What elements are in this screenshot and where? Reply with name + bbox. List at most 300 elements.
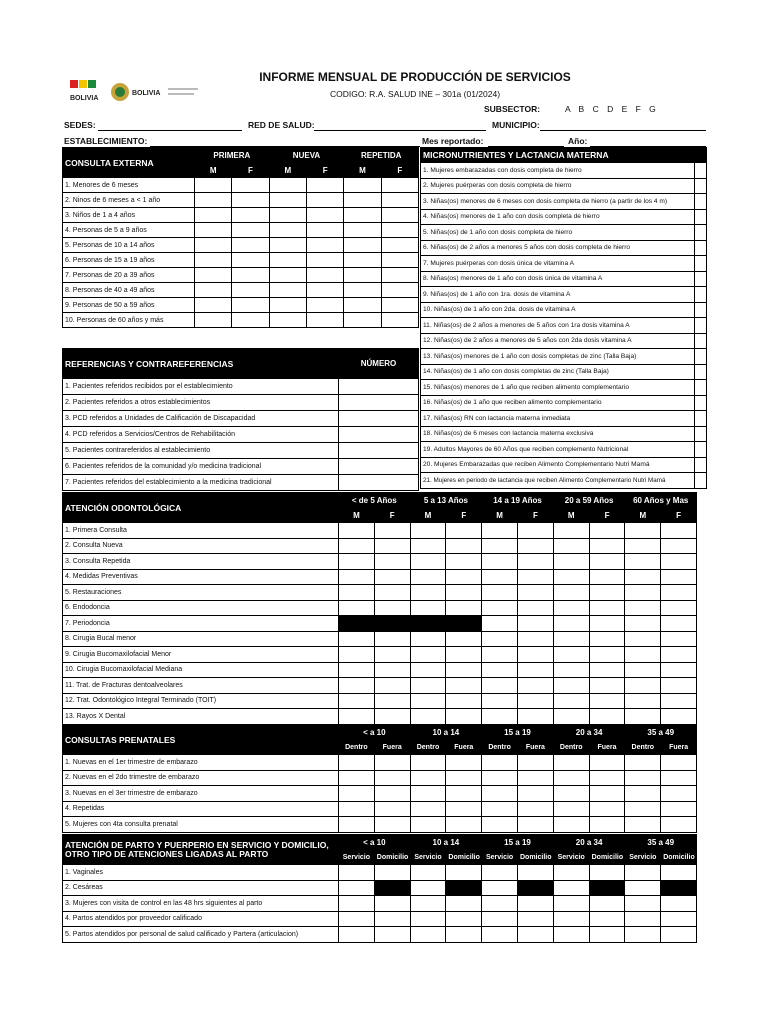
data-cell[interactable]	[232, 313, 269, 328]
data-cell[interactable]	[381, 178, 418, 193]
data-cell[interactable]	[410, 911, 446, 927]
data-cell[interactable]	[446, 817, 482, 833]
data-cell[interactable]	[482, 647, 518, 663]
data-cell[interactable]	[374, 662, 410, 678]
data-cell[interactable]	[195, 298, 232, 313]
data-cell[interactable]	[482, 538, 518, 554]
data-cell[interactable]	[339, 443, 419, 459]
data-cell[interactable]	[518, 678, 554, 694]
data-cell[interactable]	[344, 238, 381, 253]
data-cell[interactable]	[589, 600, 625, 616]
data-cell[interactable]	[625, 554, 661, 570]
data-cell[interactable]	[339, 647, 375, 663]
data-cell[interactable]	[625, 880, 661, 896]
data-cell[interactable]	[589, 786, 625, 802]
data-cell[interactable]	[625, 865, 661, 881]
data-cell[interactable]	[518, 817, 554, 833]
data-cell[interactable]	[589, 662, 625, 678]
data-cell[interactable]	[553, 631, 589, 647]
data-cell[interactable]	[661, 911, 697, 927]
data-cell[interactable]	[339, 770, 375, 786]
data-cell[interactable]	[661, 770, 697, 786]
data-cell[interactable]	[661, 585, 697, 601]
data-cell[interactable]	[625, 709, 661, 725]
data-cell[interactable]	[553, 770, 589, 786]
data-cell[interactable]	[446, 554, 482, 570]
data-cell[interactable]	[307, 238, 344, 253]
data-cell[interactable]	[589, 585, 625, 601]
data-cell[interactable]	[589, 693, 625, 709]
data-cell[interactable]	[381, 313, 418, 328]
data-cell[interactable]	[518, 865, 554, 881]
data-cell[interactable]	[589, 554, 625, 570]
data-cell[interactable]	[482, 554, 518, 570]
data-cell[interactable]	[589, 569, 625, 585]
data-cell[interactable]	[589, 631, 625, 647]
data-cell[interactable]	[410, 631, 446, 647]
data-cell[interactable]	[339, 801, 375, 817]
data-cell[interactable]	[381, 298, 418, 313]
data-cell[interactable]	[195, 238, 232, 253]
data-cell[interactable]	[625, 523, 661, 539]
data-cell[interactable]	[625, 647, 661, 663]
data-cell[interactable]	[307, 208, 344, 223]
data-cell[interactable]	[518, 554, 554, 570]
data-cell[interactable]	[661, 647, 697, 663]
data-cell[interactable]	[339, 896, 375, 912]
data-cell[interactable]	[232, 208, 269, 223]
data-cell[interactable]	[232, 223, 269, 238]
data-cell[interactable]	[339, 880, 375, 896]
data-cell[interactable]	[661, 678, 697, 694]
data-cell[interactable]	[661, 709, 697, 725]
data-cell[interactable]	[482, 569, 518, 585]
data-cell[interactable]	[589, 523, 625, 539]
data-cell[interactable]	[410, 896, 446, 912]
data-cell[interactable]	[374, 896, 410, 912]
data-cell[interactable]	[446, 693, 482, 709]
data-cell[interactable]	[232, 268, 269, 283]
data-cell[interactable]	[518, 927, 554, 943]
data-cell[interactable]	[339, 538, 375, 554]
data-cell[interactable]	[446, 523, 482, 539]
data-cell[interactable]	[518, 523, 554, 539]
data-cell[interactable]	[269, 253, 306, 268]
data-cell[interactable]	[482, 631, 518, 647]
data-cell[interactable]	[344, 223, 381, 238]
data-cell[interactable]	[482, 678, 518, 694]
data-cell[interactable]	[625, 585, 661, 601]
data-cell[interactable]	[482, 786, 518, 802]
data-cell[interactable]	[553, 538, 589, 554]
data-cell[interactable]	[339, 395, 419, 411]
data-cell[interactable]	[232, 193, 269, 208]
data-cell[interactable]	[232, 178, 269, 193]
data-cell[interactable]	[410, 770, 446, 786]
data-cell[interactable]	[553, 927, 589, 943]
data-cell[interactable]	[307, 268, 344, 283]
data-cell[interactable]	[695, 349, 707, 365]
data-cell[interactable]	[661, 896, 697, 912]
data-cell[interactable]	[381, 208, 418, 223]
data-cell[interactable]	[344, 208, 381, 223]
data-cell[interactable]	[695, 364, 707, 380]
data-cell[interactable]	[446, 647, 482, 663]
data-cell[interactable]	[446, 801, 482, 817]
data-cell[interactable]	[625, 538, 661, 554]
data-cell[interactable]	[374, 865, 410, 881]
data-cell[interactable]	[625, 755, 661, 771]
data-cell[interactable]	[661, 801, 697, 817]
data-cell[interactable]	[589, 678, 625, 694]
data-cell[interactable]	[446, 569, 482, 585]
data-cell[interactable]	[339, 786, 375, 802]
data-cell[interactable]	[381, 223, 418, 238]
data-cell[interactable]	[195, 268, 232, 283]
data-cell[interactable]	[695, 333, 707, 349]
data-cell[interactable]	[339, 585, 375, 601]
data-cell[interactable]	[625, 786, 661, 802]
data-cell[interactable]	[589, 817, 625, 833]
data-cell[interactable]	[518, 896, 554, 912]
data-cell[interactable]	[518, 631, 554, 647]
data-cell[interactable]	[695, 302, 707, 318]
data-cell[interactable]	[589, 616, 625, 632]
data-cell[interactable]	[589, 538, 625, 554]
data-cell[interactable]	[374, 600, 410, 616]
data-cell[interactable]	[661, 927, 697, 943]
data-cell[interactable]	[482, 585, 518, 601]
data-cell[interactable]	[589, 865, 625, 881]
data-cell[interactable]	[446, 770, 482, 786]
data-cell[interactable]	[269, 193, 306, 208]
data-cell[interactable]	[518, 709, 554, 725]
data-cell[interactable]	[589, 770, 625, 786]
data-cell[interactable]	[482, 817, 518, 833]
data-cell[interactable]	[553, 523, 589, 539]
data-cell[interactable]	[446, 896, 482, 912]
data-cell[interactable]	[695, 178, 707, 194]
data-cell[interactable]	[195, 178, 232, 193]
data-cell[interactable]	[625, 662, 661, 678]
data-cell[interactable]	[589, 647, 625, 663]
data-cell[interactable]	[446, 600, 482, 616]
data-cell[interactable]	[269, 283, 306, 298]
data-cell[interactable]	[625, 911, 661, 927]
data-cell[interactable]	[589, 755, 625, 771]
data-cell[interactable]	[625, 801, 661, 817]
data-cell[interactable]	[339, 709, 375, 725]
data-cell[interactable]	[410, 693, 446, 709]
data-cell[interactable]	[307, 193, 344, 208]
data-cell[interactable]	[195, 193, 232, 208]
data-cell[interactable]	[518, 585, 554, 601]
data-cell[interactable]	[410, 786, 446, 802]
data-cell[interactable]	[695, 318, 707, 334]
data-cell[interactable]	[410, 927, 446, 943]
data-cell[interactable]	[661, 616, 697, 632]
data-cell[interactable]	[344, 283, 381, 298]
data-cell[interactable]	[339, 693, 375, 709]
data-cell[interactable]	[518, 911, 554, 927]
data-cell[interactable]	[625, 678, 661, 694]
data-cell[interactable]	[307, 178, 344, 193]
data-cell[interactable]	[195, 313, 232, 328]
data-cell[interactable]	[695, 411, 707, 427]
data-cell[interactable]	[232, 238, 269, 253]
data-cell[interactable]	[553, 786, 589, 802]
data-cell[interactable]	[518, 616, 554, 632]
data-cell[interactable]	[446, 631, 482, 647]
data-cell[interactable]	[625, 927, 661, 943]
data-cell[interactable]	[482, 755, 518, 771]
data-cell[interactable]	[661, 693, 697, 709]
data-cell[interactable]	[661, 662, 697, 678]
data-cell[interactable]	[553, 880, 589, 896]
data-cell[interactable]	[553, 600, 589, 616]
data-cell[interactable]	[410, 817, 446, 833]
data-cell[interactable]	[661, 538, 697, 554]
data-cell[interactable]	[695, 209, 707, 225]
data-cell[interactable]	[518, 569, 554, 585]
data-cell[interactable]	[374, 678, 410, 694]
data-cell[interactable]	[553, 865, 589, 881]
data-cell[interactable]	[307, 283, 344, 298]
data-cell[interactable]	[232, 298, 269, 313]
data-cell[interactable]	[446, 911, 482, 927]
data-cell[interactable]	[410, 600, 446, 616]
data-cell[interactable]	[625, 693, 661, 709]
data-cell[interactable]	[195, 223, 232, 238]
data-cell[interactable]	[518, 693, 554, 709]
data-cell[interactable]	[195, 208, 232, 223]
data-cell[interactable]	[589, 896, 625, 912]
data-cell[interactable]	[374, 554, 410, 570]
data-cell[interactable]	[269, 313, 306, 328]
data-cell[interactable]	[374, 755, 410, 771]
data-cell[interactable]	[518, 600, 554, 616]
data-cell[interactable]	[269, 178, 306, 193]
data-cell[interactable]	[589, 709, 625, 725]
data-cell[interactable]	[344, 313, 381, 328]
data-cell[interactable]	[518, 770, 554, 786]
data-cell[interactable]	[339, 379, 419, 395]
data-cell[interactable]	[661, 865, 697, 881]
data-cell[interactable]	[344, 298, 381, 313]
data-cell[interactable]	[381, 238, 418, 253]
data-cell[interactable]	[410, 523, 446, 539]
data-cell[interactable]	[482, 927, 518, 943]
data-cell[interactable]	[374, 709, 410, 725]
data-cell[interactable]	[553, 801, 589, 817]
data-cell[interactable]	[307, 298, 344, 313]
data-cell[interactable]	[307, 313, 344, 328]
data-cell[interactable]	[482, 770, 518, 786]
data-cell[interactable]	[232, 253, 269, 268]
data-cell[interactable]	[518, 662, 554, 678]
data-cell[interactable]	[269, 268, 306, 283]
data-cell[interactable]	[446, 755, 482, 771]
data-cell[interactable]	[482, 896, 518, 912]
data-cell[interactable]	[482, 616, 518, 632]
data-cell[interactable]	[374, 927, 410, 943]
data-cell[interactable]	[553, 693, 589, 709]
data-cell[interactable]	[339, 911, 375, 927]
data-cell[interactable]	[518, 786, 554, 802]
subsector-options[interactable]: A B C D E F G	[565, 104, 659, 114]
municipio-field[interactable]	[540, 130, 706, 131]
data-cell[interactable]	[339, 554, 375, 570]
data-cell[interactable]	[339, 411, 419, 427]
data-cell[interactable]	[410, 569, 446, 585]
data-cell[interactable]	[410, 755, 446, 771]
data-cell[interactable]	[232, 283, 269, 298]
data-cell[interactable]	[661, 786, 697, 802]
data-cell[interactable]	[553, 817, 589, 833]
data-cell[interactable]	[269, 208, 306, 223]
data-cell[interactable]	[695, 473, 707, 489]
data-cell[interactable]	[625, 770, 661, 786]
data-cell[interactable]	[695, 225, 707, 241]
data-cell[interactable]	[344, 193, 381, 208]
data-cell[interactable]	[339, 569, 375, 585]
data-cell[interactable]	[661, 817, 697, 833]
data-cell[interactable]	[195, 283, 232, 298]
data-cell[interactable]	[695, 457, 707, 473]
data-cell[interactable]	[410, 538, 446, 554]
data-cell[interactable]	[695, 395, 707, 411]
data-cell[interactable]	[553, 896, 589, 912]
data-cell[interactable]	[553, 911, 589, 927]
data-cell[interactable]	[374, 585, 410, 601]
data-cell[interactable]	[446, 709, 482, 725]
data-cell[interactable]	[374, 569, 410, 585]
data-cell[interactable]	[553, 569, 589, 585]
data-cell[interactable]	[374, 631, 410, 647]
data-cell[interactable]	[589, 927, 625, 943]
data-cell[interactable]	[410, 554, 446, 570]
data-cell[interactable]	[374, 911, 410, 927]
data-cell[interactable]	[339, 755, 375, 771]
data-cell[interactable]	[374, 770, 410, 786]
data-cell[interactable]	[374, 801, 410, 817]
data-cell[interactable]	[339, 631, 375, 647]
data-cell[interactable]	[344, 268, 381, 283]
data-cell[interactable]	[410, 678, 446, 694]
data-cell[interactable]	[695, 380, 707, 396]
data-cell[interactable]	[410, 647, 446, 663]
data-cell[interactable]	[482, 600, 518, 616]
data-cell[interactable]	[339, 459, 419, 475]
data-cell[interactable]	[482, 662, 518, 678]
data-cell[interactable]	[410, 662, 446, 678]
data-cell[interactable]	[695, 287, 707, 303]
data-cell[interactable]	[661, 600, 697, 616]
data-cell[interactable]	[374, 693, 410, 709]
data-cell[interactable]	[381, 193, 418, 208]
data-cell[interactable]	[307, 223, 344, 238]
data-cell[interactable]	[446, 585, 482, 601]
data-cell[interactable]	[553, 554, 589, 570]
data-cell[interactable]	[344, 253, 381, 268]
data-cell[interactable]	[589, 801, 625, 817]
data-cell[interactable]	[446, 538, 482, 554]
data-cell[interactable]	[374, 817, 410, 833]
data-cell[interactable]	[446, 865, 482, 881]
data-cell[interactable]	[195, 253, 232, 268]
data-cell[interactable]	[553, 662, 589, 678]
data-cell[interactable]	[661, 554, 697, 570]
data-cell[interactable]	[344, 178, 381, 193]
data-cell[interactable]	[339, 475, 419, 491]
data-cell[interactable]	[695, 240, 707, 256]
data-cell[interactable]	[339, 427, 419, 443]
data-cell[interactable]	[374, 538, 410, 554]
data-cell[interactable]	[482, 523, 518, 539]
data-cell[interactable]	[482, 709, 518, 725]
data-cell[interactable]	[625, 817, 661, 833]
data-cell[interactable]	[695, 426, 707, 442]
data-cell[interactable]	[374, 523, 410, 539]
data-cell[interactable]	[482, 693, 518, 709]
data-cell[interactable]	[374, 647, 410, 663]
data-cell[interactable]	[553, 678, 589, 694]
data-cell[interactable]	[482, 865, 518, 881]
data-cell[interactable]	[695, 271, 707, 287]
data-cell[interactable]	[446, 662, 482, 678]
data-cell[interactable]	[482, 880, 518, 896]
data-cell[interactable]	[381, 268, 418, 283]
data-cell[interactable]	[410, 880, 446, 896]
data-cell[interactable]	[518, 755, 554, 771]
data-cell[interactable]	[625, 631, 661, 647]
data-cell[interactable]	[553, 709, 589, 725]
data-cell[interactable]	[446, 927, 482, 943]
red-field[interactable]	[314, 130, 486, 131]
data-cell[interactable]	[339, 662, 375, 678]
data-cell[interactable]	[553, 616, 589, 632]
data-cell[interactable]	[446, 786, 482, 802]
data-cell[interactable]	[553, 647, 589, 663]
data-cell[interactable]	[589, 911, 625, 927]
data-cell[interactable]	[695, 442, 707, 458]
data-cell[interactable]	[518, 647, 554, 663]
data-cell[interactable]	[625, 569, 661, 585]
data-cell[interactable]	[625, 896, 661, 912]
data-cell[interactable]	[339, 523, 375, 539]
data-cell[interactable]	[661, 755, 697, 771]
data-cell[interactable]	[518, 538, 554, 554]
data-cell[interactable]	[381, 253, 418, 268]
data-cell[interactable]	[410, 709, 446, 725]
data-cell[interactable]	[269, 238, 306, 253]
data-cell[interactable]	[518, 801, 554, 817]
data-cell[interactable]	[339, 817, 375, 833]
data-cell[interactable]	[410, 865, 446, 881]
data-cell[interactable]	[695, 256, 707, 272]
data-cell[interactable]	[339, 600, 375, 616]
data-cell[interactable]	[269, 298, 306, 313]
data-cell[interactable]	[339, 678, 375, 694]
sedes-field[interactable]	[98, 130, 242, 131]
data-cell[interactable]	[553, 755, 589, 771]
data-cell[interactable]	[695, 194, 707, 210]
data-cell[interactable]	[339, 927, 375, 943]
data-cell[interactable]	[307, 253, 344, 268]
data-cell[interactable]	[695, 163, 707, 179]
data-cell[interactable]	[410, 585, 446, 601]
data-cell[interactable]	[661, 569, 697, 585]
